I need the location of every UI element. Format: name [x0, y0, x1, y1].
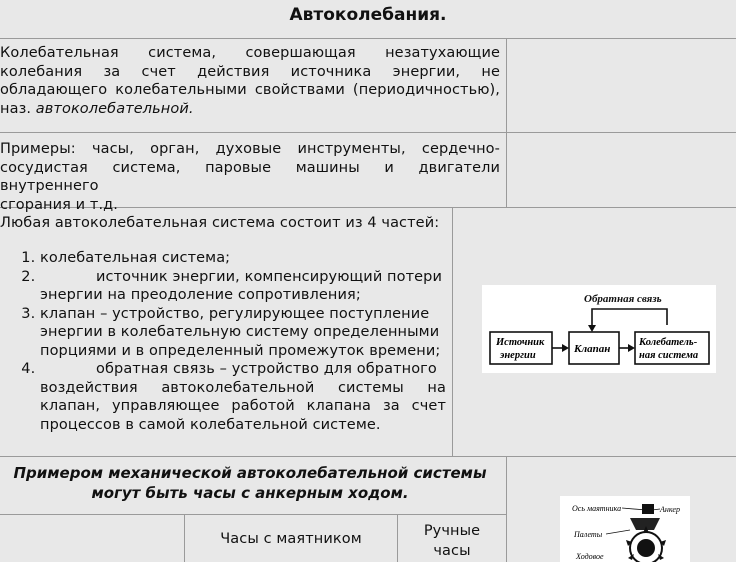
col-wrist-line: Ручные [423, 523, 481, 539]
figure-label: Палеты [574, 530, 603, 539]
arrow-head [562, 344, 569, 352]
divider [0, 456, 736, 457]
figure-svg [560, 496, 690, 562]
feedback-arrow [592, 309, 667, 329]
divider [506, 38, 507, 208]
feedback-diagram [482, 285, 716, 373]
figure-label: Ходовое [576, 552, 604, 561]
definition-line: Колебательная система, совершающая незатухающие [0, 45, 500, 61]
arrow-head [628, 344, 635, 352]
definition-prefix: наз. [0, 100, 36, 117]
heading-line: могут быть часы с анкерным ходом. [91, 484, 409, 502]
item-text: энергии на преодоление сопротивления; [40, 287, 361, 303]
examples-line: Примеры: часы, орган, духовые инструменты, сердечно- [0, 141, 500, 157]
divider [0, 514, 506, 515]
list-item [40, 268, 503, 305]
item-text: энергии в колебательную систему определенными порциями и в определенный промежуток времени; [40, 324, 441, 359]
divider [506, 456, 507, 562]
examples-line: сгорания и т.д. [0, 196, 119, 213]
box-source-label: энергии [500, 350, 536, 361]
wheel-hub [637, 539, 655, 557]
leader-line [606, 530, 630, 534]
list-item [40, 360, 503, 434]
box-oscillator-label: ная система [639, 350, 699, 361]
definition-line: обладающего колебательными свойствами (периодичностью), [0, 82, 500, 98]
divider [0, 38, 736, 39]
definition-cell [0, 44, 500, 118]
diagram-svg [482, 285, 716, 373]
list-item [40, 305, 503, 361]
divider [0, 132, 736, 133]
arrow-head [588, 325, 596, 332]
definition-term: автоколебательной. [35, 100, 194, 117]
heading-line: Примером механической автоколебательной системы [13, 464, 487, 482]
definition-line: колебания за счет действия источника энергии, не [0, 63, 500, 80]
parts-list [0, 249, 503, 434]
mechanical-heading [0, 463, 500, 503]
parts-intro: Любая автоколебательная система состоит из 4 частей: [0, 215, 440, 231]
item-text: источник энергии, компенсирующий потери [96, 268, 442, 285]
figure-label: Ось маятника [572, 504, 622, 513]
col-wrist-line: часы [433, 543, 471, 559]
box-valve-label: Клапан [574, 343, 611, 355]
list-item [40, 249, 503, 268]
col-pendulum: Часы с маятником [220, 531, 362, 547]
box-oscillator-label: Колебатель- [639, 337, 698, 348]
examples-line: сосудистая система, паровые машины и двигатели внутреннего [0, 159, 500, 194]
item-text: клапан – устройство, регулирующее поступление [40, 305, 430, 322]
item-text: воздействия автоколебательной системы на клапан, управляющее работой клапана за счет процессов в самой колебательной системе. [40, 379, 446, 433]
anchor-escapement-figure [560, 496, 690, 562]
figure-label: Анкер [660, 505, 680, 514]
item-text: обратная связь – устройство для обратного [96, 361, 437, 377]
anchor-shape [630, 518, 660, 530]
page-title: Автоколебания. [289, 5, 447, 25]
feedback-label: Обратная связь [584, 293, 662, 305]
examples-cell [0, 140, 500, 214]
anchor-block [642, 504, 654, 514]
col-wrist [398, 521, 506, 561]
box-source-label: Источник [496, 337, 545, 348]
item-text: колебательная система; [40, 250, 231, 266]
